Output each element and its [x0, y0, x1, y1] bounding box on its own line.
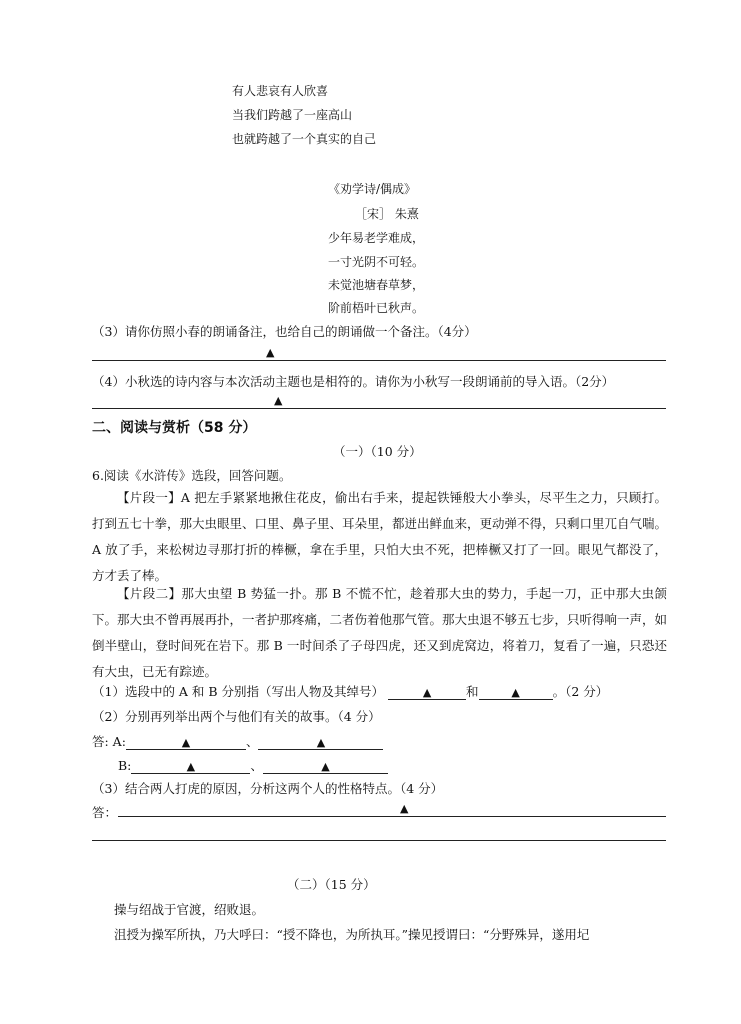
classical-text-line-2: 沮授为操军所执，乃大呼曰：“授不降也，为所执耳。”操见授谓曰：“分野殊异，遂用圮 [114, 927, 590, 942]
separator: 、 [245, 734, 259, 749]
blank-b2[interactable] [263, 759, 388, 774]
section-2-title: 二、阅读与赏析（58 分） [92, 420, 257, 436]
poem2-title: 《劝学诗/偶成》 [328, 182, 417, 196]
poem1-line-2: 当我们跨越了一座高山 [232, 108, 353, 122]
sub-question-3: （3）结合两人打虎的原因，分析这两个人的性格特点。（4 分） [92, 781, 444, 796]
answer-row-b [118, 756, 388, 774]
poem1-line-3: 也就跨越了一个真实的自己 [232, 132, 377, 146]
blank-marker: ▲ [181, 736, 191, 749]
answer-row-a [92, 732, 383, 750]
blank-a[interactable] [388, 685, 466, 700]
blank-b1[interactable] [131, 759, 250, 774]
fragment-1: 【片段一】A 把左手紧紧地揪住花皮，偷出右手来，提起铁锤般大小拳头，尽平生之力，只顾打。打到五七十拳，那大虫眼里、口里、鼻子里、耳朵里，都迸出鲜血来，更动弹不得，只剩口里兀自气喘。A 放了手，来松树边寻那打折的棒橛，拿在手里，只怕大虫不死，把棒橛又打了一回。眼见气都没了，方才丢了棒。 [92, 490, 668, 583]
poem2-author: ［宋］ 朱熹 [355, 207, 419, 221]
poem1-line-1: 有人悲哀有人欣喜 [232, 84, 329, 98]
blank-a2[interactable] [258, 735, 383, 750]
poem2-line-4: 阶前梧叶已秋声。 [328, 301, 425, 315]
question-4: （4）小秋选的诗内容与本次活动主题也是相符的。请你为小秋写一段朗诵前的导入语。（2分） [92, 374, 615, 389]
blank-marker: ▲ [316, 736, 326, 749]
part-2-title: （二）（15 分） [287, 877, 376, 892]
separator: 、 [250, 758, 263, 773]
answer-line[interactable] [92, 840, 666, 841]
blank-marker: ▲ [274, 394, 283, 407]
answer-line[interactable] [92, 360, 666, 361]
poem2-line-3: 未觉池塘春草梦， [328, 278, 425, 292]
blank-marker: ▲ [400, 802, 409, 815]
question-6-intro: 6.阅读《水浒传》选段，回答问题。 [92, 468, 292, 483]
poem2-line-2: 一寸光阴不可轻。 [328, 255, 425, 269]
sub-question-1-text: （1）选段中的 A 和 B 分别指（写出人物及其绰号） [92, 684, 385, 699]
answer-b-label: B: [118, 758, 132, 773]
blank-marker: ▲ [186, 760, 196, 773]
sub-question-1 [92, 682, 608, 700]
fragment-2: 【片段二】那大虫望 B 势猛一扑。那 B 不慌不忙，趁着那大虫的势力，手起一刀，正中那大虫颌下。那大虫不曾再展再扑，一者护那疼痛，二者伤着他那气管。那大虫退不够五七步，只听得响一声，如倒半壁山，登时间死在岩下。那 B 一时间杀了子母四虎，还又到虎窝边，将着刀，复看了一遍，只恐还有大虫，已无有踪迹。 [92, 586, 668, 679]
answer-label: 答： [92, 805, 118, 820]
poem2-line-1: 少年易老学难成， [328, 231, 425, 245]
blank-a1[interactable] [126, 735, 246, 750]
answer-a-label: 答: A: [92, 734, 126, 749]
classical-text-line-1: 操与绍战于官渡，绍败退。 [114, 902, 265, 917]
and-label: 和 [466, 684, 479, 699]
blank-marker: ▲ [266, 346, 275, 359]
answer-line[interactable] [92, 408, 666, 409]
score-label: 。（2 分） [552, 684, 609, 699]
blank-marker: ▲ [321, 760, 330, 773]
blank-b[interactable] [479, 685, 553, 700]
answer-line[interactable] [118, 816, 666, 817]
blank-marker: ▲ [422, 686, 432, 699]
blank-marker: ▲ [511, 686, 520, 699]
sub-question-2: （2）分别再列举出两个与他们有关的故事。（4 分） [92, 709, 381, 724]
part-1-title: （一）（10 分） [333, 444, 422, 459]
question-3: （3）请你仿照小春的朗诵备注，也给自己的朗诵做一个备注。（4分） [92, 324, 477, 339]
